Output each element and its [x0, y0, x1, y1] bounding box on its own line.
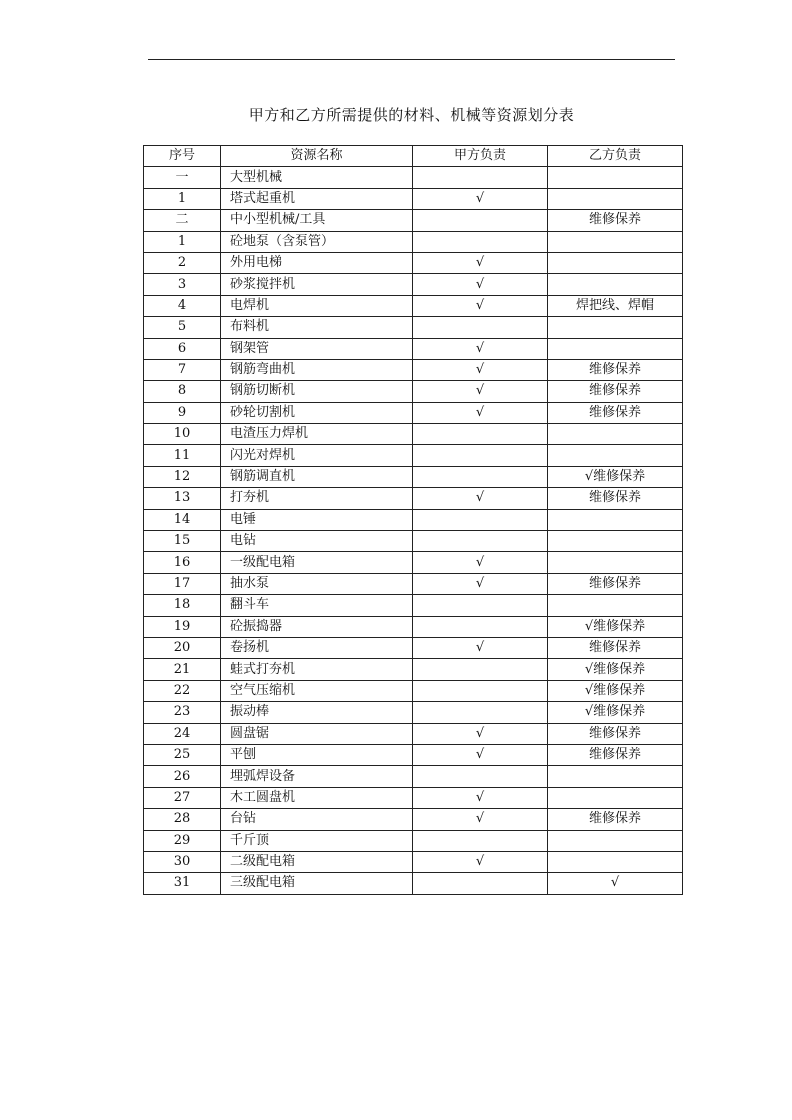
table-row [144, 252, 683, 273]
cell-seq: 13 [144, 488, 221, 509]
cell-party-b [548, 509, 683, 530]
cell-resource-name: 电渣压力焊机 [221, 424, 413, 445]
table-row [144, 188, 683, 209]
cell-party-b [548, 231, 683, 252]
cell-party-b [548, 424, 683, 445]
table-row [144, 595, 683, 616]
cell-party-b: √维修保养 [548, 680, 683, 701]
cell-seq: 5 [144, 317, 221, 338]
table-row [144, 167, 683, 188]
cell-party-a [413, 766, 548, 787]
cell-party-b [548, 766, 683, 787]
cell-party-b: √ [548, 873, 683, 894]
cell-party-b: √维修保养 [548, 466, 683, 487]
cell-party-a: √ [413, 809, 548, 830]
cell-seq: 11 [144, 445, 221, 466]
cell-party-b [548, 338, 683, 359]
cell-party-a [413, 231, 548, 252]
cell-seq: 29 [144, 830, 221, 851]
table-row [144, 359, 683, 380]
table-row [144, 744, 683, 765]
cell-party-a [413, 317, 548, 338]
cell-party-b: 维修保养 [548, 359, 683, 380]
cell-resource-name: 电焊机 [221, 295, 413, 316]
cell-party-a: √ [413, 402, 548, 423]
cell-party-b: √维修保养 [548, 702, 683, 723]
cell-resource-name: 二级配电箱 [221, 851, 413, 872]
table-row [144, 210, 683, 231]
cell-party-a: √ [413, 359, 548, 380]
cell-party-a: √ [413, 274, 548, 295]
cell-resource-name: 中小型机械/工具 [221, 210, 413, 231]
cell-party-b: 维修保养 [548, 723, 683, 744]
cell-resource-name: 埋弧焊设备 [221, 766, 413, 787]
cell-seq: 6 [144, 338, 221, 359]
cell-party-a [413, 616, 548, 637]
cell-party-b: 维修保养 [548, 744, 683, 765]
cell-party-a [413, 680, 548, 701]
table-row [144, 381, 683, 402]
cell-party-b [548, 274, 683, 295]
cell-party-a: √ [413, 787, 548, 808]
table-row [144, 402, 683, 423]
table-row [144, 637, 683, 658]
cell-resource-name: 砂浆搅拌机 [221, 274, 413, 295]
cell-party-b: 维修保养 [548, 809, 683, 830]
cell-resource-name: 台钻 [221, 809, 413, 830]
header-party-b: 乙方负责 [548, 146, 683, 167]
table-row [144, 851, 683, 872]
table-row [144, 873, 683, 894]
cell-party-b: √维修保养 [548, 659, 683, 680]
cell-seq: 14 [144, 509, 221, 530]
table-row [144, 616, 683, 637]
table-row [144, 274, 683, 295]
cell-resource-name: 布料机 [221, 317, 413, 338]
cell-party-a [413, 445, 548, 466]
cell-party-b [548, 531, 683, 552]
table-row [144, 509, 683, 530]
header-seq: 序号 [144, 146, 221, 167]
cell-party-a [413, 873, 548, 894]
cell-party-a: √ [413, 552, 548, 573]
cell-seq: 一 [144, 167, 221, 188]
table-row [144, 424, 683, 445]
cell-party-b [548, 851, 683, 872]
table-row [144, 702, 683, 723]
cell-seq: 22 [144, 680, 221, 701]
cell-resource-name: 一级配电箱 [221, 552, 413, 573]
cell-party-b [548, 552, 683, 573]
cell-seq: 7 [144, 359, 221, 380]
cell-seq: 21 [144, 659, 221, 680]
cell-party-a: √ [413, 295, 548, 316]
cell-party-a: √ [413, 851, 548, 872]
cell-resource-name: 砼振捣器 [221, 616, 413, 637]
cell-seq: 12 [144, 466, 221, 487]
cell-party-b: 维修保养 [548, 402, 683, 423]
cell-seq: 27 [144, 787, 221, 808]
header-rule [148, 59, 675, 60]
cell-resource-name: 钢筋调直机 [221, 466, 413, 487]
cell-party-a: √ [413, 338, 548, 359]
cell-seq: 8 [144, 381, 221, 402]
cell-party-a [413, 659, 548, 680]
cell-resource-name: 打夯机 [221, 488, 413, 509]
cell-party-a: √ [413, 744, 548, 765]
cell-seq: 25 [144, 744, 221, 765]
cell-party-b [548, 167, 683, 188]
cell-seq: 26 [144, 766, 221, 787]
table-row [144, 317, 683, 338]
cell-seq: 9 [144, 402, 221, 423]
cell-seq: 二 [144, 210, 221, 231]
cell-seq: 17 [144, 573, 221, 594]
cell-party-a: √ [413, 188, 548, 209]
cell-resource-name: 砼地泵（含泵管） [221, 231, 413, 252]
cell-resource-name: 电锤 [221, 509, 413, 530]
cell-resource-name: 蛙式打夯机 [221, 659, 413, 680]
cell-party-b: 焊把线、焊帽 [548, 295, 683, 316]
cell-party-a: √ [413, 637, 548, 658]
cell-party-b [548, 317, 683, 338]
cell-seq: 3 [144, 274, 221, 295]
cell-seq: 20 [144, 637, 221, 658]
cell-resource-name: 圆盘锯 [221, 723, 413, 744]
cell-resource-name: 木工圆盘机 [221, 787, 413, 808]
table-row [144, 680, 683, 701]
table-row [144, 830, 683, 851]
cell-party-a: √ [413, 723, 548, 744]
table-row [144, 787, 683, 808]
cell-party-b [548, 445, 683, 466]
cell-resource-name: 卷扬机 [221, 637, 413, 658]
cell-party-b [548, 830, 683, 851]
table-header-row [144, 146, 683, 167]
cell-seq: 4 [144, 295, 221, 316]
cell-resource-name: 千斤顶 [221, 830, 413, 851]
cell-party-a [413, 595, 548, 616]
cell-resource-name: 大型机械 [221, 167, 413, 188]
table-row [144, 573, 683, 594]
cell-seq: 15 [144, 531, 221, 552]
cell-party-a: √ [413, 252, 548, 273]
cell-resource-name: 抽水泵 [221, 573, 413, 594]
cell-resource-name: 闪光对焊机 [221, 445, 413, 466]
cell-resource-name: 空气压缩机 [221, 680, 413, 701]
table-row [144, 659, 683, 680]
cell-party-b: 维修保养 [548, 573, 683, 594]
cell-party-b [548, 188, 683, 209]
cell-party-b: 维修保养 [548, 637, 683, 658]
cell-resource-name: 振动棒 [221, 702, 413, 723]
cell-party-b: √维修保养 [548, 616, 683, 637]
table-row [144, 338, 683, 359]
cell-party-a [413, 531, 548, 552]
cell-seq: 1 [144, 188, 221, 209]
cell-party-a [413, 167, 548, 188]
table-row [144, 466, 683, 487]
header-party-a: 甲方负责 [413, 146, 548, 167]
cell-seq: 23 [144, 702, 221, 723]
cell-resource-name: 钢架管 [221, 338, 413, 359]
cell-resource-name: 钢筋切断机 [221, 381, 413, 402]
cell-party-a: √ [413, 573, 548, 594]
table-row [144, 723, 683, 744]
table-row [144, 531, 683, 552]
cell-party-a [413, 424, 548, 445]
cell-party-a [413, 466, 548, 487]
cell-resource-name: 平刨 [221, 744, 413, 765]
cell-party-a: √ [413, 381, 548, 402]
cell-party-a [413, 702, 548, 723]
document-title: 甲方和乙方所需提供的材料、机械等资源划分表 [248, 106, 575, 124]
table-row [144, 445, 683, 466]
header-resource-name: 资源名称 [221, 146, 413, 167]
cell-seq: 30 [144, 851, 221, 872]
cell-party-b: 维修保养 [548, 488, 683, 509]
table-body [144, 167, 683, 894]
table-row [144, 552, 683, 573]
table-row [144, 231, 683, 252]
cell-seq: 10 [144, 424, 221, 445]
cell-party-b [548, 595, 683, 616]
table-row [144, 295, 683, 316]
cell-resource-name: 三级配电箱 [221, 873, 413, 894]
cell-party-a: √ [413, 488, 548, 509]
cell-seq: 18 [144, 595, 221, 616]
cell-seq: 24 [144, 723, 221, 744]
table-row [144, 809, 683, 830]
cell-party-b [548, 252, 683, 273]
cell-seq: 16 [144, 552, 221, 573]
table-row [144, 488, 683, 509]
cell-party-a [413, 830, 548, 851]
cell-resource-name: 钢筋弯曲机 [221, 359, 413, 380]
resource-allocation-table [143, 145, 683, 895]
cell-resource-name: 塔式起重机 [221, 188, 413, 209]
cell-resource-name: 外用电梯 [221, 252, 413, 273]
cell-party-a [413, 210, 548, 231]
cell-party-a [413, 509, 548, 530]
cell-seq: 2 [144, 252, 221, 273]
cell-resource-name: 砂轮切割机 [221, 402, 413, 423]
cell-resource-name: 翻斗车 [221, 595, 413, 616]
cell-party-b: 维修保养 [548, 210, 683, 231]
cell-seq: 31 [144, 873, 221, 894]
cell-party-b: 维修保养 [548, 381, 683, 402]
cell-seq: 19 [144, 616, 221, 637]
cell-party-b [548, 787, 683, 808]
cell-seq: 28 [144, 809, 221, 830]
cell-seq: 1 [144, 231, 221, 252]
cell-resource-name: 电钻 [221, 531, 413, 552]
table-row [144, 766, 683, 787]
